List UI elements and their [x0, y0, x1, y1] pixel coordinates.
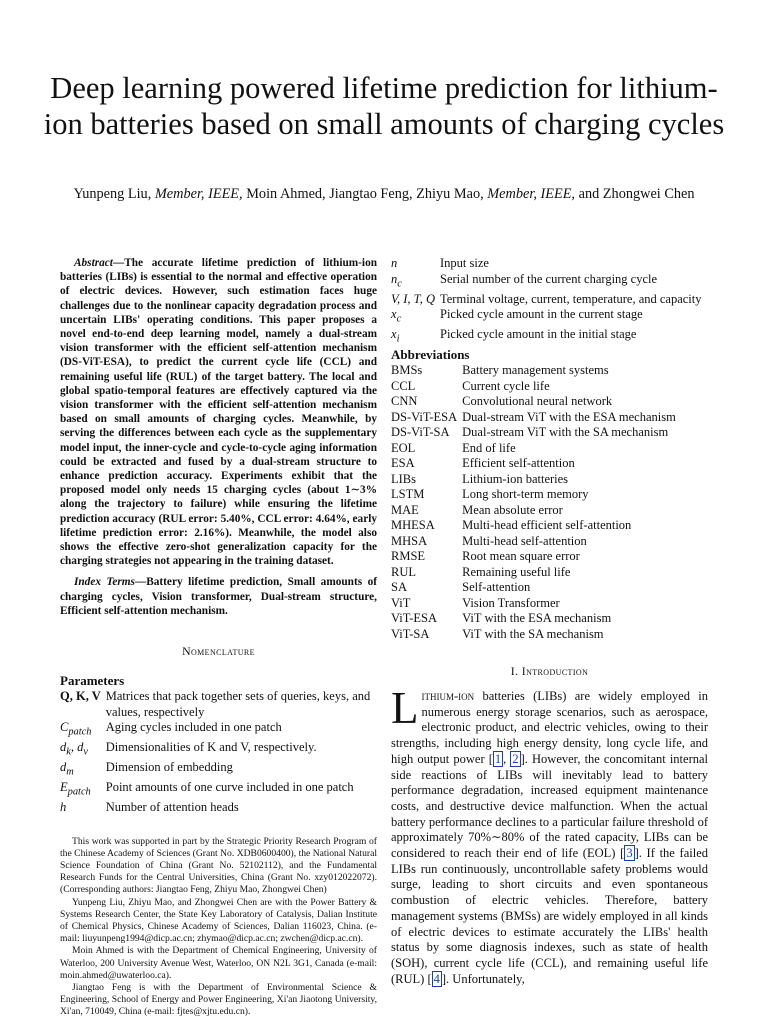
abbreviation-desc: Convolutional neural network: [462, 394, 613, 408]
parameter-symbol: h: [60, 800, 67, 815]
section-number: I.: [510, 664, 519, 678]
drop-cap: L: [391, 683, 419, 733]
abbreviation-desc: End of life: [462, 440, 516, 455]
parameters-table-continued: [391, 256, 702, 347]
parameter-row: [60, 740, 377, 760]
abbreviation-term: MHESA: [391, 518, 435, 532]
abbreviation-row: [391, 472, 676, 488]
abbreviation-row: [391, 565, 676, 581]
citation-link[interactable]: 2: [512, 751, 519, 766]
parameter-desc: Terminal voltage, current, temperature, and capacity: [440, 291, 702, 306]
citation-link[interactable]: 3: [626, 846, 633, 861]
abbreviation-row: [391, 627, 676, 643]
abbreviations-heading: Abbreviations: [391, 347, 470, 362]
abbreviation-term: ViT: [391, 595, 411, 610]
abbreviation-desc: Lithium-ion batteries: [462, 471, 569, 486]
parameter-symbol: V, I, T, Q: [391, 291, 435, 306]
abstract: [60, 256, 377, 568]
index-terms: [60, 575, 377, 618]
parameter-desc: Picked cycle amount in the current stage: [440, 307, 643, 321]
left-column: [60, 256, 377, 1019]
parameter-row: [60, 720, 377, 740]
nomenclature-heading: Nomenclature: [182, 644, 255, 659]
abbreviation-desc: Dual-stream ViT with the ESA mechanism: [462, 409, 676, 424]
abbreviation-row: [391, 503, 676, 519]
right-column: [391, 256, 708, 987]
abbreviation-row: [391, 487, 676, 503]
lead-word: ithium-ion: [421, 689, 475, 703]
abbreviation-row: [391, 456, 676, 472]
abbreviation-row: [391, 611, 676, 627]
abbreviation-term: MAE: [391, 502, 419, 517]
abbreviation-desc: Self-attention: [462, 580, 531, 594]
footnote: Moin Ahmed is with the Department of Chemical Engineering, University of Waterloo, 200 University Avenue West, Waterloo, ON N2L 3G1, Canada (e-mail: moin.ahmed@uwaterloo.ca).: [60, 945, 377, 981]
parameter-row: [60, 760, 377, 780]
abbreviation-term: RMSE: [391, 549, 426, 563]
footnote: Jiangtao Feng is with the Department of Environmental Science & Engineering, School of Energy and Power Engineering, Xi'an Jiaotong University, Xi'an, 710049, China (e-mail: fjtes@xjtu.edu.cn).: [60, 982, 377, 1018]
footnote: Yunpeng Liu, Zhiyu Mao, and Zhongwei Chen are with the Power Battery & Systems Research Center, the State Key Laboratory of Catalysis, Dalian Institute of Chemical Physics, Chinese Academy of Sciences, Dalian 116023, China. (e-mail: liuyunpeng1994@dicp.ac.cn; zhymao@dicp.ac.cn; zwchen@dicp.ac.cn).: [60, 896, 377, 945]
parameter-row: [60, 689, 377, 720]
parameters-table: [60, 689, 377, 816]
abbreviation-desc: Root mean square error: [462, 549, 580, 563]
parameter-symbol: $n_c$: [391, 271, 402, 289]
author-line: [40, 186, 728, 203]
citation-link[interactable]: 1: [494, 751, 502, 766]
intro-text: . However, the concomitant internal side reactions of LIBs will inevitably lead to battery performance degradation, increased equipment maintenance costs, and destructive device malfunction. When the actual battery performance declines to a particular failure threshold of approximately 70%∼80% of the rated capacity, LIBs can be considered to reach their end of life (EOL): [391, 751, 708, 861]
abbreviation-term: CNN: [391, 394, 418, 408]
parameter-row: [391, 327, 702, 347]
intro-text: . If the failed LIBs run continuously, uncontrollable safety problems would surge, leading to short circuits and even spontaneous combustion of electric vehicles. Therefore, battery management systems (BMSs) are widely employed in all kinds of electric devices to estimate accurately the LIBs' health status by some diagnosis indexes, such as state of health (SOH), current cycle life (CCL), and remaining useful life (RUL): [391, 846, 708, 986]
abbreviation-row: [391, 410, 676, 426]
abbreviation-term: SA: [391, 580, 407, 594]
parameter-desc: Aging cycles included in one patch: [105, 720, 282, 735]
paper-title: Deep learning powered lifetime prediction for lithium-ion batteries based on small amounts of charging cycles: [43, 71, 725, 141]
parameter-desc: Matrices that pack together sets of queries, keys, and values, respectively: [105, 689, 371, 719]
parameter-row: [60, 780, 377, 800]
index-terms-label: Index Terms: [74, 576, 135, 589]
parameter-desc: Dimensionalities of K and V, respectively.: [105, 740, 317, 755]
abbreviation-desc: ViT with the ESA mechanism: [462, 611, 612, 625]
abbreviation-desc: Vision Transformer: [462, 595, 560, 610]
parameter-desc: Picked cycle amount in the initial stage: [440, 327, 637, 341]
abbreviation-term: DS-ViT-ESA: [391, 409, 458, 424]
abbreviation-desc: Dual-stream ViT with the SA mechanism: [462, 425, 669, 439]
index-terms-text: —Battery lifetime prediction, Small amounts of charging cycles, Vision transformer, Dual-stream structure, Efficient self-attention mechanism.: [60, 576, 377, 617]
abbreviation-term: MHSA: [391, 533, 428, 548]
abbreviation-term: LSTM: [391, 487, 425, 501]
abbreviation-term: LIBs: [391, 471, 416, 486]
parameter-symbol: $C_{patch}$: [60, 720, 92, 738]
abbreviation-row: [391, 580, 676, 596]
parameter-symbol: $x_c$: [391, 307, 402, 325]
abbreviation-desc: Mean absolute error: [462, 502, 563, 517]
footnotes: [60, 836, 377, 1019]
author-name: Yunpeng Liu,: [73, 186, 152, 202]
parameter-desc: Dimension of embedding: [105, 760, 233, 775]
abbreviation-term: ESA: [391, 456, 415, 470]
parameter-row: [391, 256, 702, 272]
parameter-desc: Point amounts of one curve included in one patch: [105, 780, 354, 795]
abstract-text: —The accurate lifetime prediction of lithium-ion batteries (LIBs) is essential to the normal and effective operation of electric devices. However, such estimation faces huge challenges due to the nonlinear capacity degradation process and uncertain LIBs' operating conditions. This paper proposes a novel end-to-end deep learning model, namely a dual-stream vision transformer with the efficient self-attention mechanism (DS-ViT-ESA), to predict the current cycle life (CCL) and remaining useful life (RUL) of the target battery. The local and global spatio-temporal features are effectively captured via the vision transformer with the efficient self-attention mechanism based on small amounts of charging cycles. Meanwhile, by serving the differences between each cycle as the supplementary model input, the inner-cycle and cycle-to-cycle aging information could be extracted and fused by a dual-stream structure to enhance prediction accuracy. Experiments exhibit that the proposed model only needs 15 charging cycles (about 1∼3% along the trajectory to failure) while ensuring the lifetime prediction accuracy (RUL error: 5.40%, CCL error: 4.64%, early lifetime prediction error: 2.16%). Meanwhile, the model also shows the effective zero-shot generalization capacity for the charging strategies not appearing in the training dataset.: [60, 257, 377, 568]
abbreviation-row: [391, 394, 676, 410]
abbreviation-desc: ViT with the SA mechanism: [462, 626, 604, 641]
parameter-row: [60, 800, 377, 816]
abbreviation-row: [391, 441, 676, 457]
parameter-symbol: $d_k$, $d_v$: [60, 740, 88, 758]
abbreviation-desc: Multi-head self-attention: [462, 533, 587, 548]
author-name: and Zhongwei Chen: [578, 186, 695, 202]
abbreviation-term: BMSs: [391, 363, 423, 377]
abbreviation-desc: Multi-head efficient self-attention: [462, 518, 632, 532]
abbreviation-desc: Long short-term memory: [462, 487, 589, 501]
parameter-symbol: $E_{patch}$: [60, 780, 91, 798]
abbreviation-term: EOL: [391, 440, 416, 455]
citation-link[interactable]: 4: [433, 971, 440, 986]
parameter-desc: Serial number of the current charging cycle: [440, 271, 658, 286]
intro-text: . Unfortunately,: [446, 971, 525, 986]
abbreviation-desc: Remaining useful life: [462, 564, 571, 579]
parameters-heading: Parameters: [60, 673, 125, 689]
parameter-row: [391, 292, 702, 308]
parameter-symbol: n: [391, 256, 398, 270]
abbreviation-row: [391, 425, 676, 441]
abbreviation-term: ViT-SA: [391, 626, 430, 641]
abbreviation-term: DS-ViT-SA: [391, 425, 450, 439]
parameter-row: [391, 272, 702, 292]
parameter-desc: Number of attention heads: [105, 800, 239, 815]
author-name: Moin Ahmed, Jiangtao Feng, Zhiyu Mao,: [246, 186, 484, 202]
abbreviation-row: [391, 596, 676, 612]
abbreviation-row: [391, 518, 676, 534]
author-membership: Member, IEEE,: [487, 186, 576, 202]
author-membership: Member, IEEE,: [154, 186, 243, 202]
abbreviation-term: RUL: [391, 564, 416, 579]
introduction-heading: [391, 664, 708, 679]
abbreviation-term: CCL: [391, 378, 416, 393]
parameter-desc: Input size: [440, 256, 489, 270]
introduction-paragraph: Lithium-ion batteries (LIBs) are widely employed in numerous energy storage scenarios, such as aerospace, electronic product, and electric vehicles, owing to their strengths, including high energy density, long cycle life, and high output power [ 1 , 2 ]. However, the concomitant internal side reactions of LIBs will inevitably lead to battery performance degradation, increased equipment maintenance costs, and destructive device malfunction. When the actual battery performance declines to a particular failure threshold of approximately 70%∼80% of the rated capacity, LIBs can be considered to reach their end of life (EOL) [ 3 ]. If the failed LIBs run continuously, uncontrollable safety problems would surge, leading to short circuits and even spontaneous combustion of electric vehicles. Therefore, battery management systems (BMSs) are widely employed in all kinds of electric devices to estimate accurately the LIBs' health status by some diagnosis indexes, such as state of health (SOH), current cycle life (CCL), and remaining useful life (RUL) [ 4 ]. Unfortunately,: [391, 683, 708, 986]
parameter-row: [391, 307, 702, 327]
section-title: Introduction: [521, 664, 589, 678]
abbreviation-row: [391, 549, 676, 565]
abbreviation-desc: Battery management systems: [462, 363, 609, 377]
abstract-label: Abstract: [74, 257, 113, 269]
abbreviation-row: [391, 379, 676, 395]
parameter-symbol: Q, K, V: [60, 689, 101, 704]
abbreviation-row: [391, 363, 676, 379]
parameter-symbol: $d_m$: [60, 760, 74, 778]
intro-text: batteries (LIBs) are widely employed in numerous energy storage scenarios, such as aerospace, electronic product, and electric vehicles, owing to their strengths, including high energy density, long cycle life, and high output power: [391, 689, 708, 766]
abbreviation-row: [391, 534, 676, 550]
abbreviation-term: ViT-ESA: [391, 611, 438, 625]
abbreviations-table: [391, 363, 676, 642]
parameter-symbol: $x_i$: [391, 327, 400, 345]
abbreviation-desc: Current cycle life: [462, 378, 550, 393]
footnote: This work was supported in part by the Strategic Priority Research Program of the Chinese Academy of Sciences (Grant No. XDB0600400), the National Natural Science Foundation of China (Grant No. 52102112), and the Fundamental Research Funds for the Central Universities, China (Grant No. xzy012022072). (Corresponding authors: Jiangtao Feng, Zhiyu Mao, Zhongwei Chen): [60, 835, 377, 896]
abbreviation-desc: Efficient self-attention: [462, 456, 575, 470]
